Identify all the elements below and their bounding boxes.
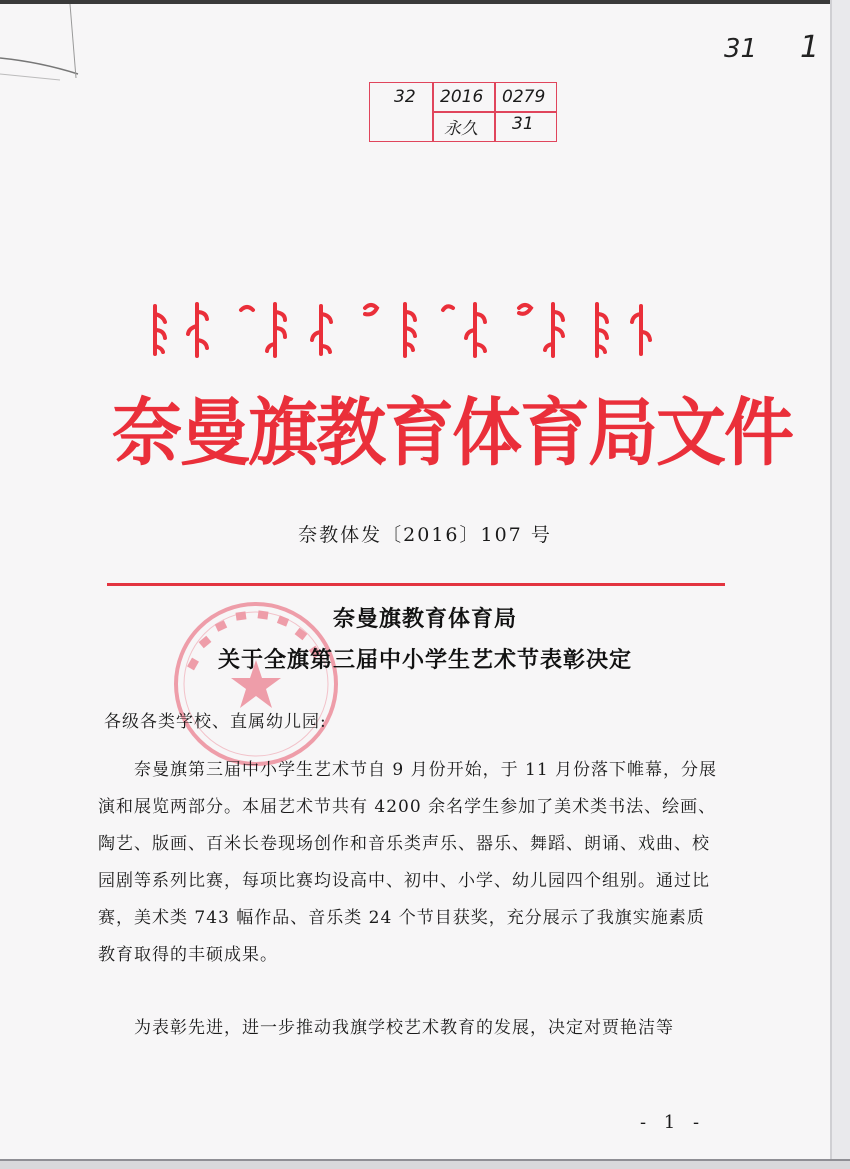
scan-edge-bottom — [0, 1161, 850, 1169]
archive-piece-number: 31 — [512, 114, 534, 134]
document-number: 奈教体发〔2016〕107 号 — [298, 524, 552, 546]
handwritten-page-mark: 31 — [724, 34, 758, 64]
body-paragraph-1: 奈曼旗第三届中小学生艺术节自 9 月份开始，于 11 月份落下帷幕，分展演和展览两部分。本届艺术节共有 4200 余名学生参加了美术类书法、绘画、陶艺、版画、百米长卷现场创作和音乐类声乐、器乐、舞蹈、朗诵、戏曲、校园剧等系列比赛，每项比赛均设高中、初中、小学、幼儿园四个组别。通过比赛，美术类 743 幅作品、音乐类 24 个节目获奖，充分展示了我旗实施素质教育取得的丰硕成果。 — [98, 760, 718, 965]
page-number: - 1 - — [640, 1112, 706, 1133]
decision-title-line-1: 奈曼旗教育体育局 — [332, 606, 517, 632]
handwritten-tick-mark: 1 — [800, 30, 820, 65]
archive-year: 2016 — [440, 87, 484, 107]
binding-fold-marks — [0, 0, 90, 110]
archive-fonds-number: 32 — [394, 87, 416, 107]
archive-retention: 永久 — [444, 119, 478, 139]
red-divider-rule — [107, 583, 725, 586]
scan-edge-top — [0, 0, 850, 4]
archive-stamp — [369, 82, 557, 142]
scan-edge-right — [832, 0, 850, 1169]
mongolian-script-heading — [145, 300, 655, 360]
decision-title-line-2: 关于全旗第三届中小学生艺术节表彰决定 — [217, 647, 632, 673]
salutation: 各级各类学校、直属幼儿园: — [104, 712, 327, 732]
archive-file-number: 0279 — [502, 87, 546, 107]
body-paragraph-2: 为表彰先进，进一步推动我旗学校艺术教育的发展，决定对贾艳洁等 — [134, 1018, 674, 1038]
document-header-title: 奈曼旗教育体育局文件 — [112, 389, 792, 477]
